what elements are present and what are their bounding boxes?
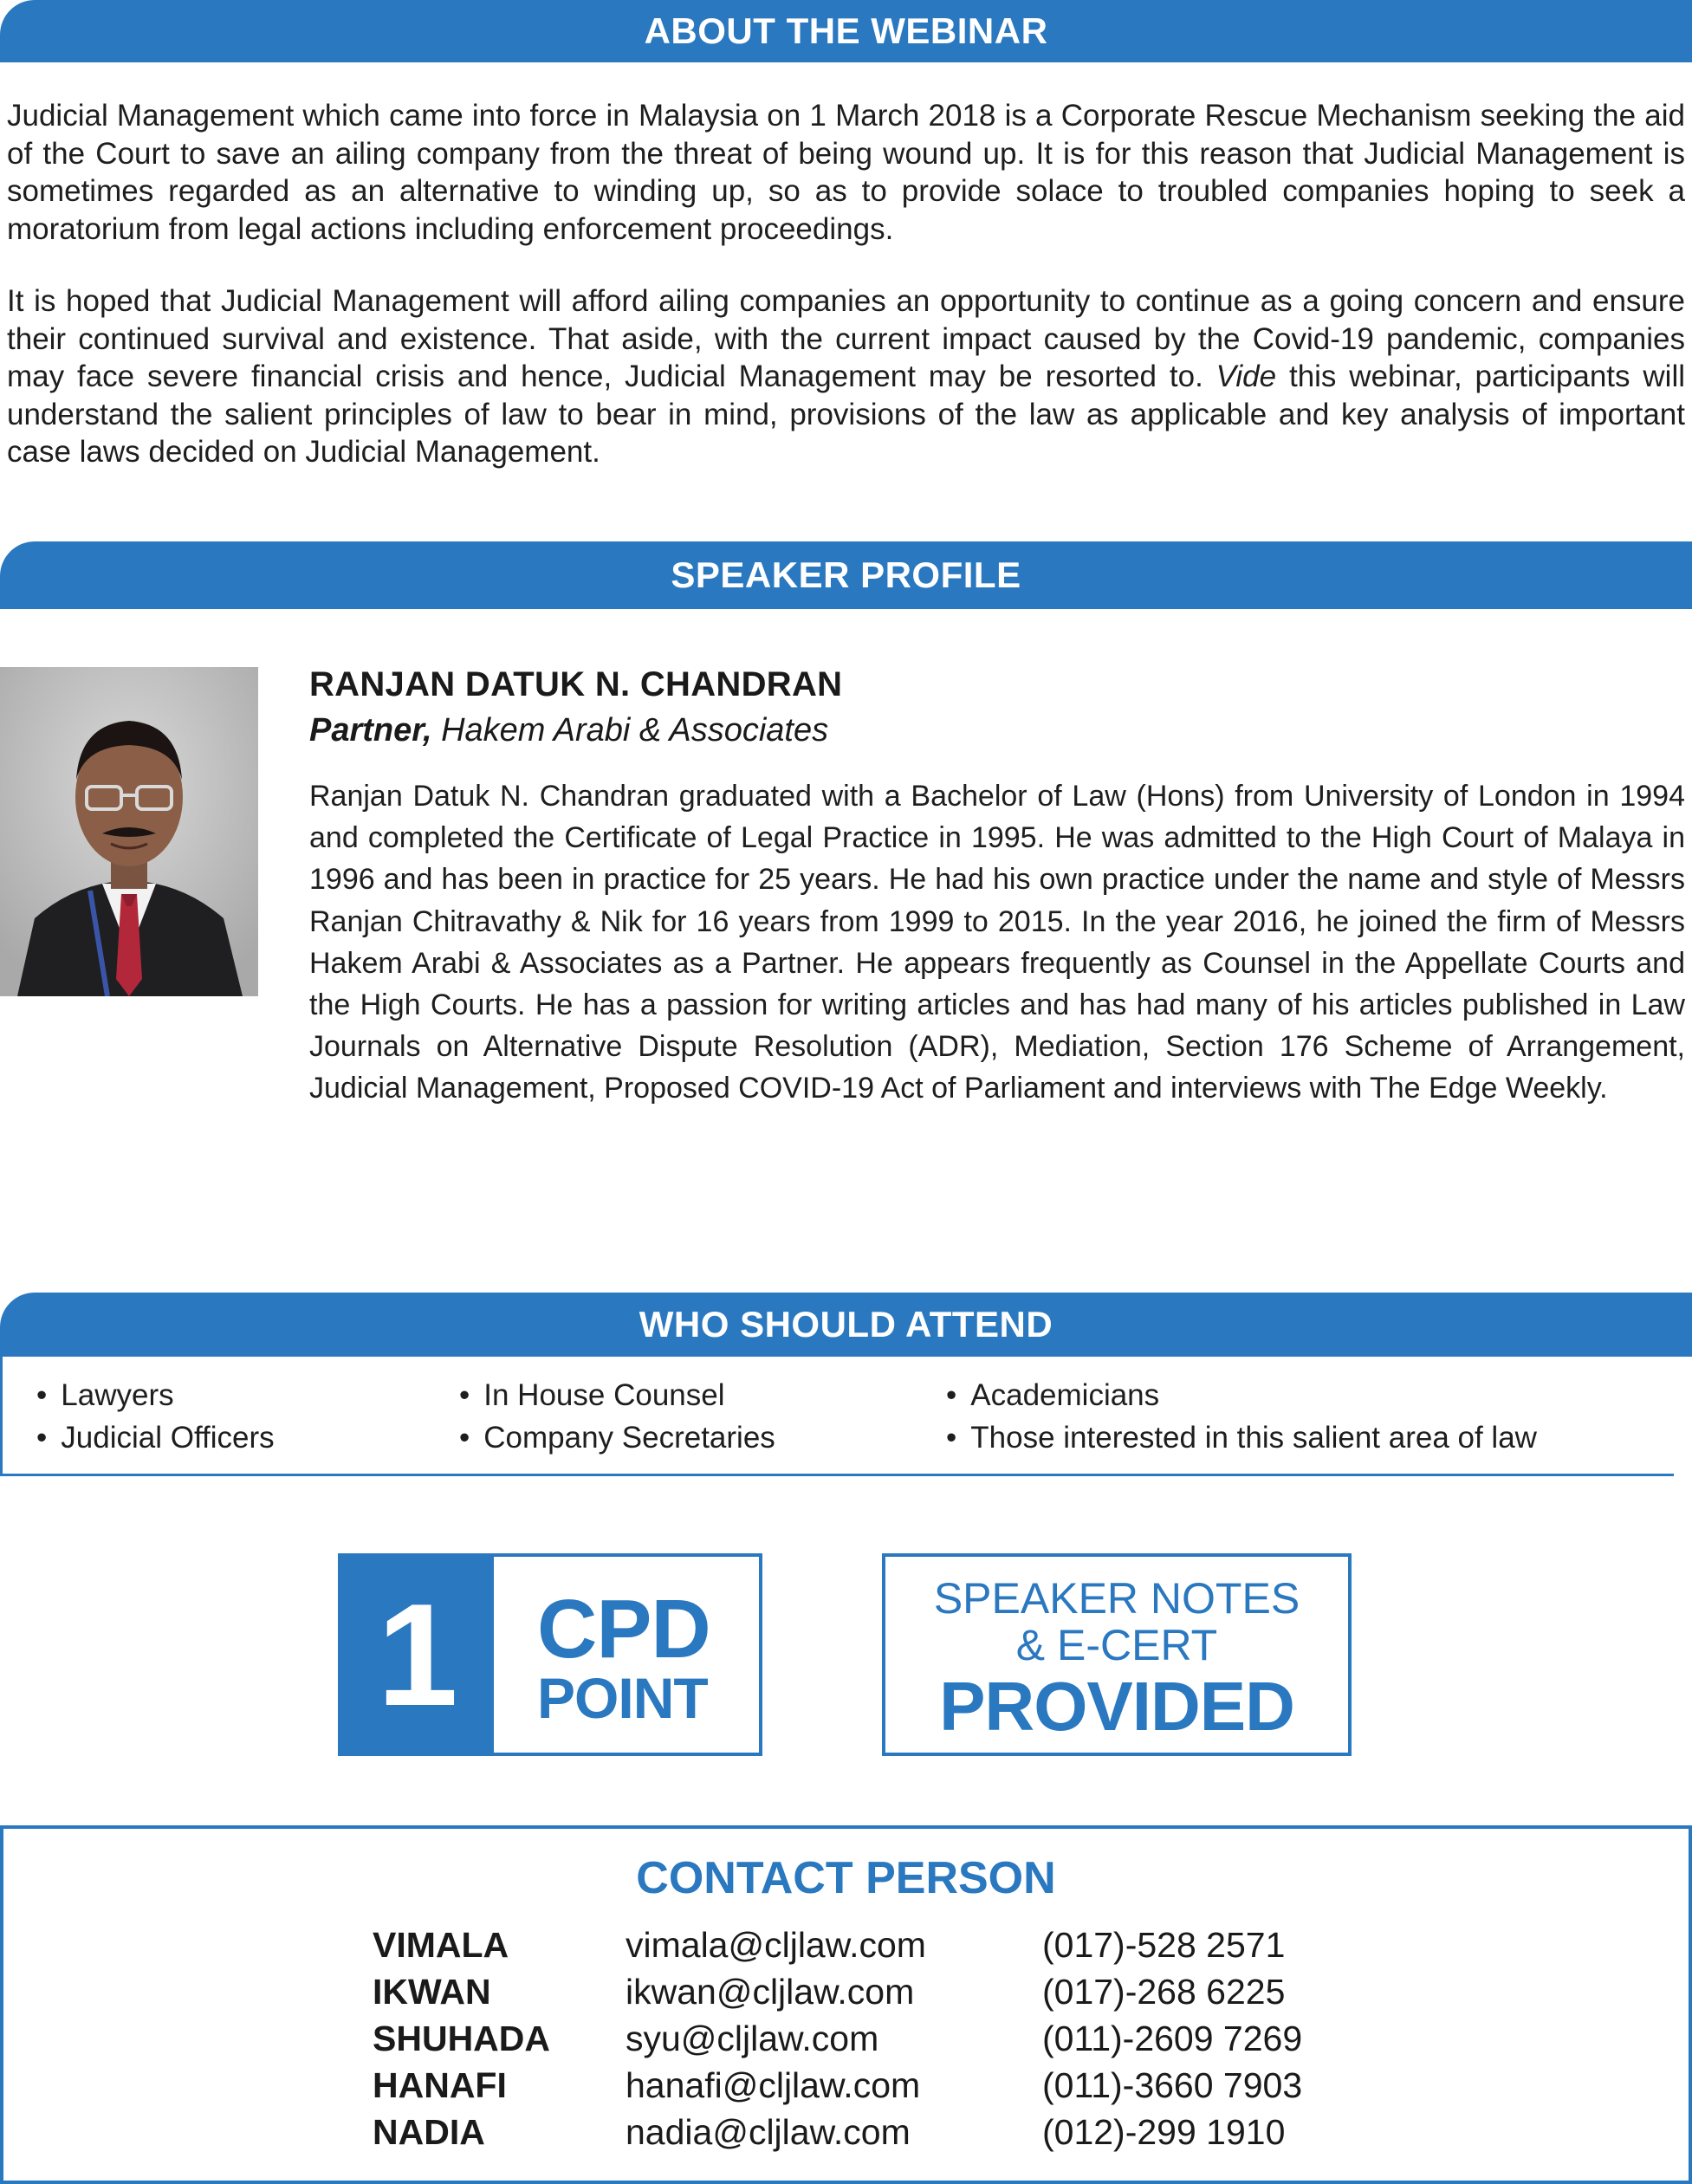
contact-phone: (012)-299 1910 bbox=[1042, 2112, 1286, 2152]
contact-email[interactable]: ikwan@cljlaw.com bbox=[626, 1972, 915, 2012]
attend-item: • Lawyers bbox=[36, 1374, 275, 1416]
contact-name: NADIA bbox=[373, 2112, 485, 2152]
attend-section-header bbox=[0, 1293, 1692, 1357]
contact-name: VIMALA bbox=[373, 1925, 509, 1965]
contact-email[interactable]: vimala@cljlaw.com bbox=[626, 1925, 926, 1965]
speaker-role bbox=[309, 712, 828, 749]
contact-phone: (017)-528 2571 bbox=[1042, 1925, 1286, 1965]
attend-column-3 bbox=[946, 1374, 1537, 1459]
about-paragraph-2 bbox=[7, 282, 1685, 471]
about-paragraph-1: Judicial Management which came into force in Malaysia on 1 March 2018 is a Corporate Rescue Mechanism seeking the aid of the Court to save an ailing company from the threat of being wound up. It is for this reason that Judicial Management is sometimes regarded as an alternative to winding up, so as to provide solace to troubled companies hoping to seek a moratorium from legal actions including enforcement proceedings. bbox=[7, 99, 1685, 246]
attend-column-1 bbox=[36, 1374, 275, 1459]
speaker-bio: Ranjan Datuk N. Chandran graduated with a Bachelor of Law (Hons) from University of London in 1994 and completed the Certificate of Legal Practice in 1995. He was admitted to the High Court of Malaya in 1996 and has been in practice for 25 years. He had his own practice under the name and style of Messrs Ranjan Chitravathy & Nik for 16 years from 1999 to 2015. In the year 2016, he joined the firm of Messrs Hakem Arabi & Associates as a Partner. He appears frequently as Counsel in the Appellate Courts and the High Courts. He has a passion for writing articles and has had many of his articles published in Law Journals on Alternative Dispute Resolution (ADR), Mediation, Section 176 Scheme of Arrangement, Judicial Management, Proposed COVID-19 Act of Parliament and interviews with The Edge Weekly. bbox=[309, 780, 1685, 1105]
notes-line-1: SPEAKER NOTES bbox=[933, 1574, 1300, 1623]
contact-email[interactable]: syu@cljlaw.com bbox=[626, 2019, 879, 2058]
attend-item: • Academicians bbox=[946, 1374, 1537, 1416]
contact-row bbox=[0, 2019, 1692, 2065]
about-paragraph-2-end: this webinar, participants will understand the salient principles of law to bear in mind, provisions of the law as applicable and key analysis of important case laws decided on Judicial Management. bbox=[7, 360, 1686, 469]
notes-line-2: & E-CERT bbox=[1015, 1621, 1218, 1669]
speaker-name: RANJAN DATUK N. CHANDRAN bbox=[309, 665, 843, 703]
attend-item: • Judicial Officers bbox=[36, 1416, 275, 1459]
about-section-header bbox=[0, 0, 1692, 62]
speaker-photo bbox=[0, 667, 258, 996]
cpd-number: 1 bbox=[341, 1557, 494, 1753]
notes-line-3: PROVIDED bbox=[939, 1668, 1294, 1745]
contact-email[interactable]: nadia@cljlaw.com bbox=[626, 2112, 911, 2152]
contact-name: SHUHADA bbox=[373, 2019, 550, 2058]
contact-row bbox=[0, 1972, 1692, 2019]
attend-item: • In House Counsel bbox=[459, 1374, 775, 1416]
about-paragraph-2-start: It is hoped that Judicial Management will afford ailing companies an opportunity to continue as a going concern and ensure their continued survival and existence. That aside, with the current impact caused by the Covid-19 pandemic, companies may face severe financial crisis and hence, Judicial Management may be resorted to. bbox=[7, 284, 1685, 393]
speaker-title: Partner, bbox=[309, 712, 432, 749]
cpd-label: CPD bbox=[537, 1583, 710, 1675]
attend-item: • Company Secretaries bbox=[459, 1416, 775, 1459]
speaker-firm: Hakem Arabi & Associates bbox=[431, 712, 829, 749]
speaker-portrait-illustration bbox=[0, 667, 258, 996]
attend-section-title: WHO SHOULD ATTEND bbox=[639, 1304, 1053, 1345]
contact-row bbox=[0, 1925, 1692, 1972]
contact-email[interactable]: hanafi@cljlaw.com bbox=[626, 2065, 921, 2105]
contact-phone: (011)-2609 7269 bbox=[1042, 2019, 1303, 2058]
contact-row bbox=[0, 2112, 1692, 2159]
cpd-badge bbox=[338, 1553, 762, 1756]
contact-row bbox=[0, 2065, 1692, 2112]
about-section-title: ABOUT THE WEBINAR bbox=[644, 10, 1048, 51]
about-paragraph-2-italic: Vide bbox=[1216, 360, 1277, 393]
speaker-section-header bbox=[0, 541, 1692, 609]
cpd-point-label: POINT bbox=[537, 1666, 708, 1730]
speaker-section-title: SPEAKER PROFILE bbox=[671, 554, 1021, 595]
contact-title: CONTACT PERSON bbox=[636, 1853, 1056, 1903]
contact-phone: (011)-3660 7903 bbox=[1042, 2065, 1303, 2105]
contact-name: HANAFI bbox=[373, 2065, 507, 2105]
notes-badge bbox=[882, 1553, 1352, 1756]
contact-phone: (017)-268 6225 bbox=[1042, 1972, 1286, 2012]
attend-item: • Those interested in this salient area of law bbox=[946, 1416, 1537, 1459]
attend-column-2 bbox=[459, 1374, 775, 1459]
contact-name: IKWAN bbox=[373, 1972, 491, 2012]
